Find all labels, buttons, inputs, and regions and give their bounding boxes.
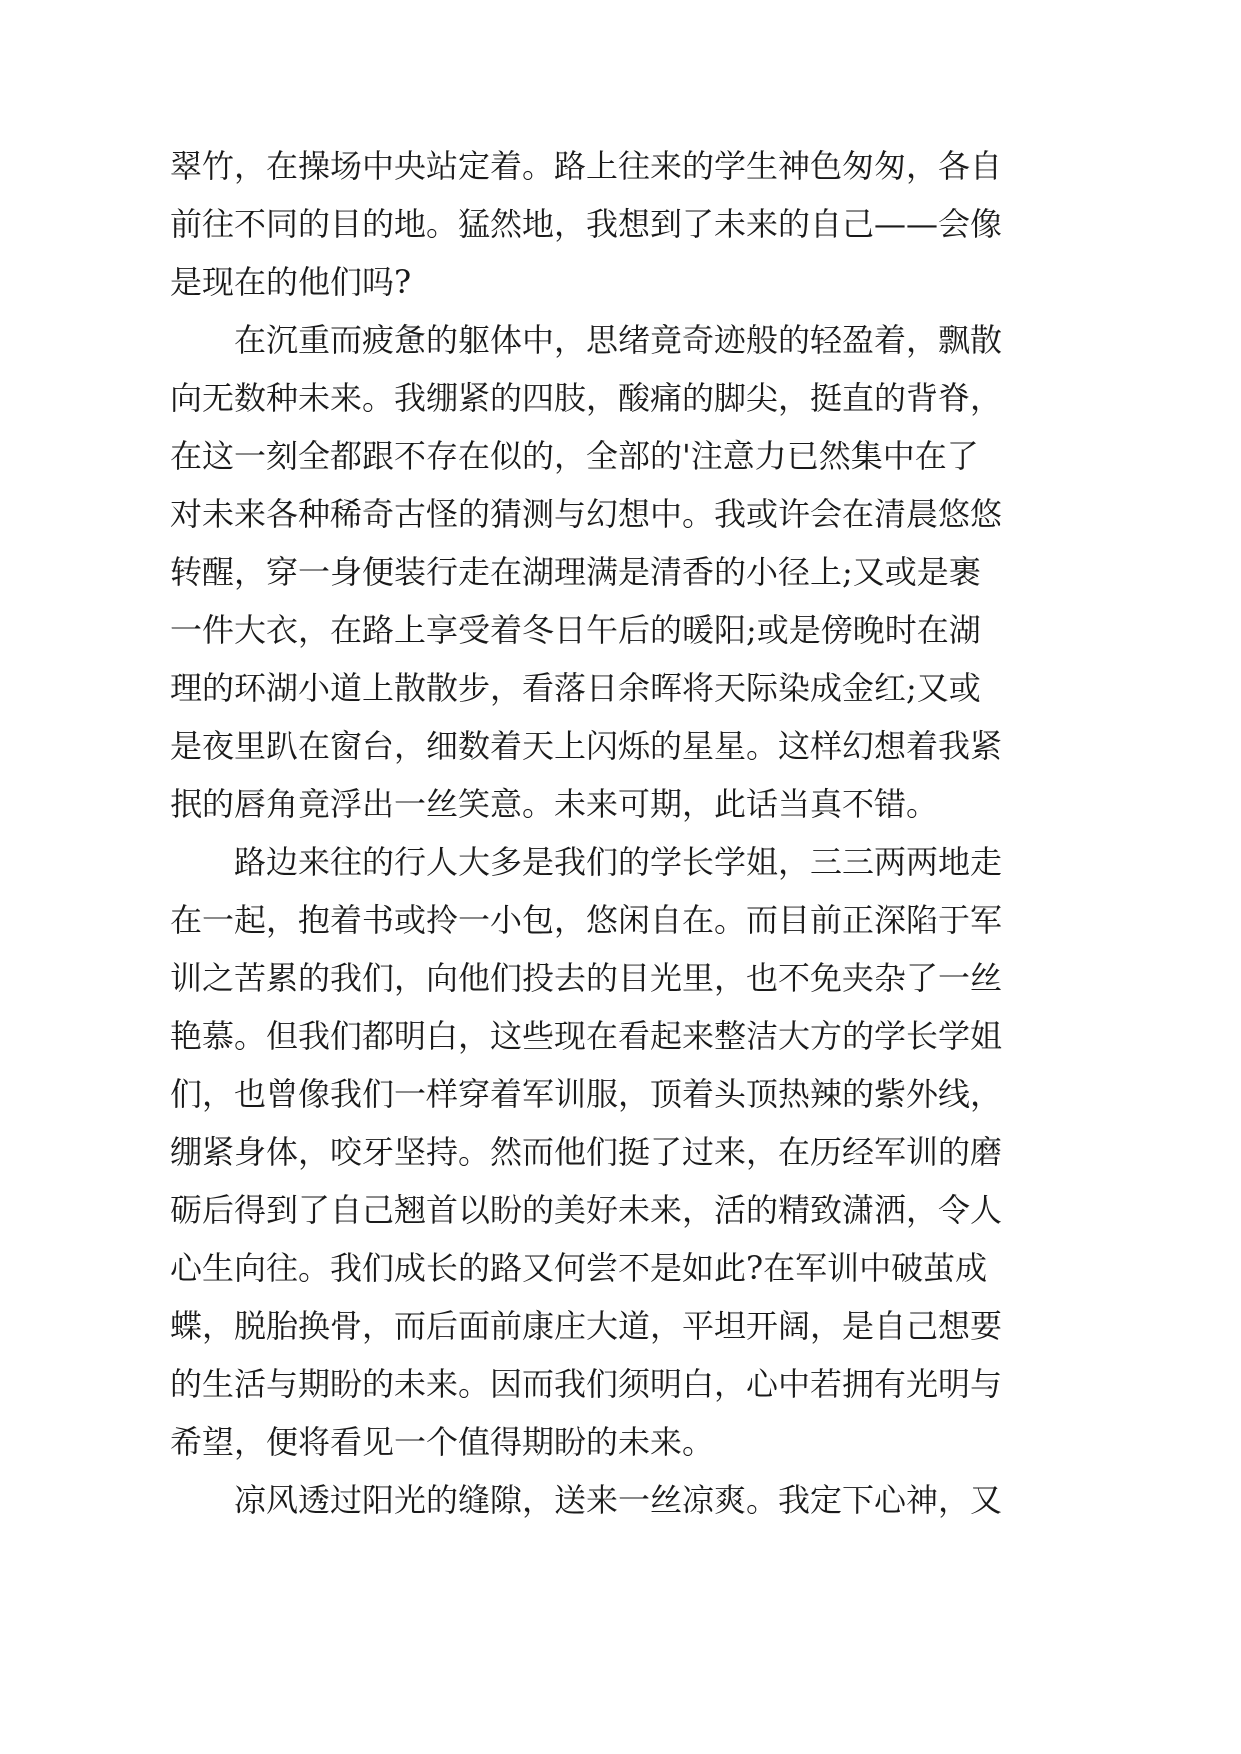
text-line: 训之苦累的我们，向他们投去的目光里，也不免夹杂了一丝 xyxy=(170,959,1003,997)
text-line: 翠竹，在操场中央站定着。路上往来的学生神色匆匆，各自 xyxy=(170,147,1003,185)
text-line: 的生活与期盼的未来。因而我们须明白，心中若拥有光明与 xyxy=(170,1365,1003,1403)
text-line: 是夜里趴在窗台，细数着天上闪烁的星星。这样幻想着我紧 xyxy=(170,727,1003,765)
text-line: 凉风透过阳光的缝隙，送来一丝凉爽。我定下心神，又 xyxy=(234,1481,1003,1519)
text-line: 在这一刻全都跟不存在似的，全部的'注意力已然集中在了 xyxy=(170,437,979,475)
text-line: 艳慕。但我们都明白，这些现在看起来整洁大方的学长学姐 xyxy=(170,1017,1003,1055)
text-line: 是现在的他们吗? xyxy=(170,263,412,301)
text-line: 路边来往的行人大多是我们的学长学姐，三三两两地走 xyxy=(234,843,1003,881)
text-line: 们，也曾像我们一样穿着军训服，顶着头顶热辣的紫外线， xyxy=(170,1075,1003,1113)
text-line: 砺后得到了自己翘首以盼的美好未来，活的精致潇洒，令人 xyxy=(170,1191,1003,1229)
text-line: 转醒，穿一身便装行走在湖理满是清香的小径上;又或是裹 xyxy=(170,553,981,591)
text-line: 对未来各种稀奇古怪的猜测与幻想中。我或许会在清晨悠悠 xyxy=(170,495,1003,533)
text-line: 在一起，抱着书或拎一小包，悠闲自在。而目前正深陷于军 xyxy=(170,901,1003,939)
text-line: 绷紧身体，咬牙坚持。然而他们挺了过来，在历经军训的磨 xyxy=(170,1133,1003,1171)
text-line: 希望，便将看见一个值得期盼的未来。 xyxy=(170,1423,715,1461)
text-line: 理的环湖小道上散散步，看落日余晖将天际染成金红;又或 xyxy=(170,669,981,707)
text-line: 抿的唇角竟浮出一丝笑意。未来可期，此话当真不错。 xyxy=(170,785,939,823)
text-line: 蝶，脱胎换骨，而后面前康庄大道，平坦开阔，是自己想要 xyxy=(170,1307,1003,1345)
text-line: 前往不同的目的地。猛然地，我想到了未来的自己——会像 xyxy=(170,205,1003,243)
text-line: 在沉重而疲惫的躯体中，思绪竟奇迹般的轻盈着，飘散 xyxy=(234,321,1003,359)
text-line: 心生向往。我们成长的路又何尝不是如此?在军训中破茧成 xyxy=(170,1249,988,1287)
text-line: 一件大衣，在路上享受着冬日午后的暖阳;或是傍晚时在湖 xyxy=(170,611,981,649)
text-line: 向无数种未来。我绷紧的四肢，酸痛的脚尖，挺直的背脊， xyxy=(170,379,1003,417)
